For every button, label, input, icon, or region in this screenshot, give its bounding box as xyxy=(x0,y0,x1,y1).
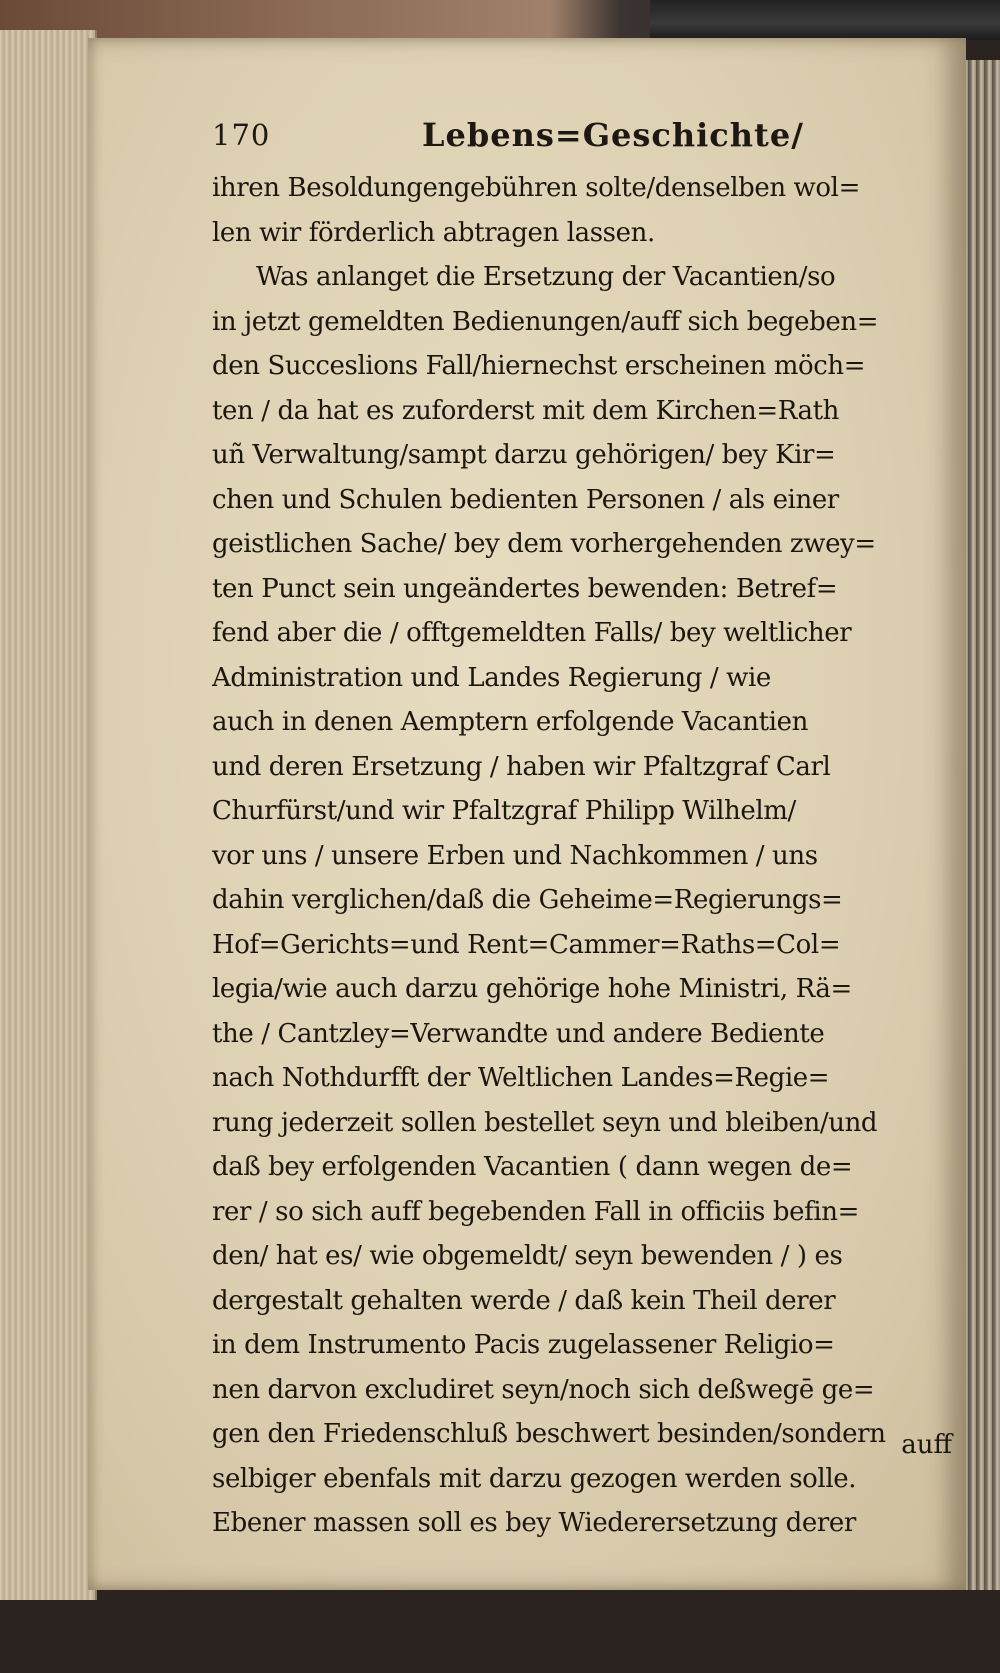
text-line: ihren Besoldungengebühren solte/denselben wol= xyxy=(212,173,860,203)
text-line: in dem Instrumento Pacis zugelassener Religio= xyxy=(212,1330,835,1360)
text-line: Was anlanget die Ersetzung der Vacantien/so xyxy=(256,262,836,292)
text-line: dahin verglichen/daß die Geheime=Regierungs= xyxy=(212,885,843,915)
text-line: dergestalt gehalten werde / daß kein Theil derer xyxy=(212,1285,836,1316)
running-head: Lebens=Geschichte/ xyxy=(422,116,804,154)
catchword: auff xyxy=(901,1430,952,1460)
text-line: ten / da hat es zuforderst mit dem Kirchen=Rath xyxy=(212,395,839,426)
text-line: daß bey erfolgenden Vacantien ( dann wegen de= xyxy=(212,1152,853,1182)
text-line: ten Punct sein ungeändertes bewenden: Betref= xyxy=(212,573,838,604)
text-line: nen darvon excludiret seyn/noch sich deßwegē ge= xyxy=(212,1374,875,1405)
text-line: nach Nothdurfft der Weltlichen Landes=Regie= xyxy=(212,1063,830,1093)
text-line: den/ hat es/ wie obgemeldt/ seyn bewenden / ) es xyxy=(212,1241,843,1271)
text-line: in jetzt gemeldten Bedienungen/auff sich begeben= xyxy=(212,306,879,337)
text-line: und deren Ersetzung / haben wir Pfaltzgraf Carl xyxy=(212,751,831,782)
text-line: auch in denen Aemptern erfolgende Vacantien xyxy=(212,707,808,737)
page-header xyxy=(212,118,952,162)
text-line: len wir förderlich abtragen lassen. xyxy=(212,217,655,248)
text-line: Administration und Landes Regierung / wie xyxy=(212,662,771,693)
text-line: den Succeslions Fall/hiernechst erscheinen möch= xyxy=(212,351,866,381)
body-text xyxy=(212,166,952,1546)
text-line: legia/wie auch darzu gehörige hohe Ministri, Rä= xyxy=(212,974,852,1004)
text-line: rung jederzeit sollen bestellet seyn und bleiben/und xyxy=(212,1107,878,1138)
page-number: 170 xyxy=(212,118,271,152)
text-line: chen und Schulen bedienten Personen / als einer xyxy=(212,484,839,515)
right-page-edges xyxy=(960,60,1000,1590)
left-page-edges xyxy=(0,30,97,1600)
text-line: selbiger ebenfals mit darzu gezogen werden solle. xyxy=(212,1463,857,1494)
book-binding xyxy=(650,0,1000,40)
text-line: Churfürst/und wir Pfaltzgraf Philipp Wilhelm/ xyxy=(212,796,796,826)
text-line: Hof=Gerichts=und Rent=Cammer=Raths=Col= xyxy=(212,929,841,960)
text-line: gen den Friedenschluß beschwert besinden/sondern xyxy=(212,1419,886,1449)
text-line: uñ Verwaltung/sampt darzu gehörigen/ bey Kir= xyxy=(212,440,836,470)
text-line: geistlichen Sache/ bey dem vorhergehenden zwey= xyxy=(212,529,876,559)
text-line: Ebener massen soll es bey Wiederersetzung derer xyxy=(212,1508,856,1538)
text-line: rer / so sich auff begebenden Fall in officiis befin= xyxy=(212,1196,859,1227)
text-line: the / Cantzley=Verwandte und andere Bediente xyxy=(212,1018,825,1049)
text-line: vor uns / unsere Erben und Nachkommen / uns xyxy=(212,840,818,871)
text-line: fend aber die / offtgemeldten Falls/ bey weltlicher xyxy=(212,618,852,648)
